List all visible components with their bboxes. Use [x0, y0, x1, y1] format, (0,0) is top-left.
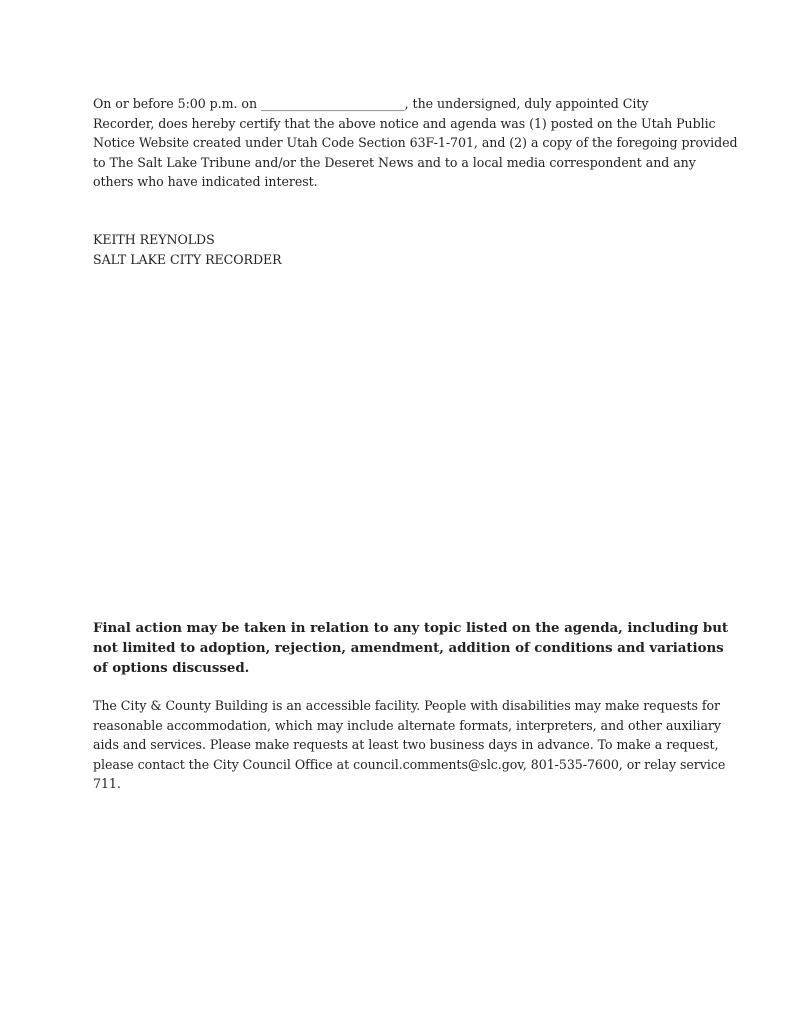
certification-paragraph	[93, 94, 738, 192]
certification-line-1: On or before 5:00 p.m. on _______________________, the undersigned, duly appointed City	[93, 96, 649, 111]
certification-line-5: others who have indicated interest.	[93, 174, 318, 190]
accessibility-line-4: please contact the City Council Office at council.comments@slc.gov, 801-535-7600, or relay service	[93, 756, 726, 772]
final-action-notice	[93, 618, 729, 678]
final-action-line-3: of options discussed.	[93, 660, 250, 676]
final-action-line-1: Final action may be taken in relation to any topic listed on the agenda, including but	[93, 620, 729, 636]
signer-title: SALT LAKE CITY RECORDER	[93, 251, 282, 267]
certification-line-2: Recorder, does hereby certify that the above notice and agenda was (1) posted on the Utah Public	[93, 115, 716, 131]
accessibility-line-3: aids and services. Please make requests at least two business days in advance. To make a request,	[93, 737, 719, 753]
accessibility-line-1: The City & County Building is an accessible facility. People with disabilities may make requests for	[93, 698, 720, 713]
signature-block	[93, 230, 703, 269]
accessibility-line-2: reasonable accommodation, which may include alternate formats, interpreters, and other auxiliary	[93, 717, 721, 733]
accessibility-line-5: 711.	[93, 776, 121, 792]
final-action-line-2: not limited to adoption, rejection, amendment, addition of conditions and variations	[93, 640, 724, 656]
accessibility-paragraph	[93, 696, 726, 794]
certification-line-4: to The Salt Lake Tribune and/or the Deseret News and to a local media correspondent and any	[93, 154, 696, 170]
certification-line-3: Notice Website created under Utah Code Section 63F-1-701, and (2) a copy of the foregoing provided	[93, 135, 738, 151]
signer-name: KEITH REYNOLDS	[93, 232, 215, 247]
